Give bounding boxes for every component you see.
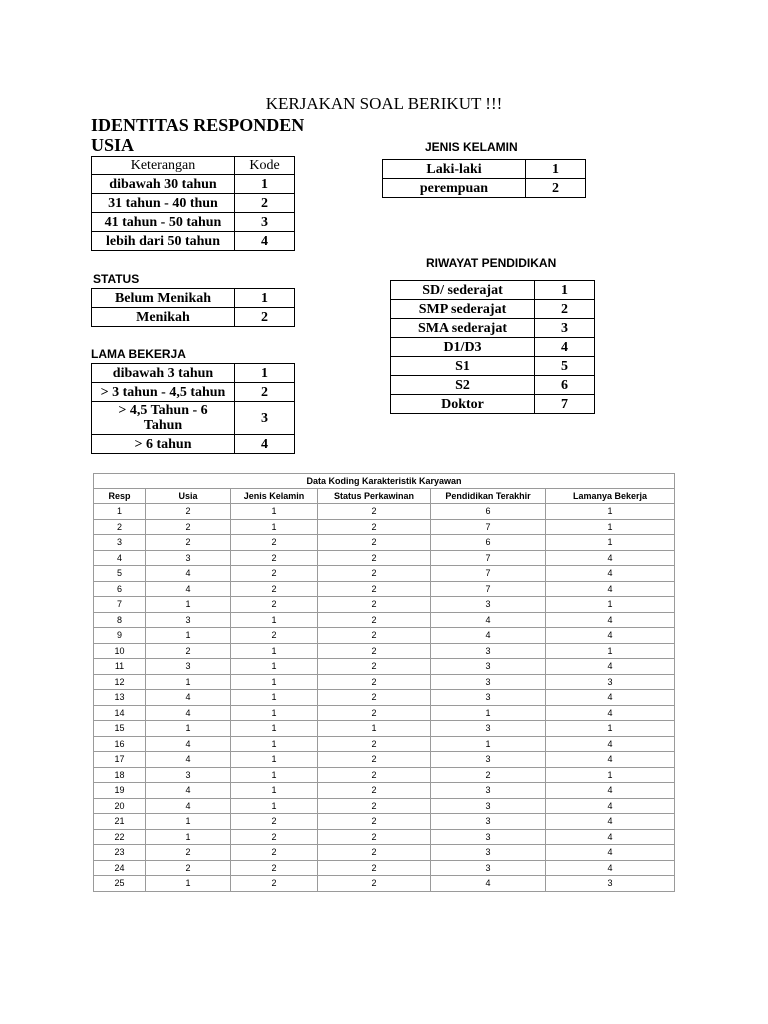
- usia-label: USIA: [91, 135, 135, 155]
- cell-jenis-kelamin: 1: [231, 519, 318, 535]
- cell-usia: 4: [146, 798, 231, 814]
- table-row: [94, 612, 675, 628]
- usia-kode: 2: [235, 194, 295, 213]
- lama-ket: > 6 tahun: [92, 435, 235, 454]
- riwayat-pendidikan-label: RIWAYAT PENDIDIKAN: [426, 256, 557, 270]
- cell-pendidikan-terakhir: 3: [431, 674, 546, 690]
- cell-resp: 12: [94, 674, 146, 690]
- jenis-kelamin-table: [382, 159, 586, 198]
- cell-lamanya-bekerja: 4: [546, 860, 675, 876]
- cell-usia: 3: [146, 767, 231, 783]
- cell-resp: 15: [94, 721, 146, 737]
- cell-jenis-kelamin: 1: [231, 736, 318, 752]
- table-row: [94, 643, 675, 659]
- status-label: STATUS: [93, 272, 140, 286]
- cell-lamanya-bekerja: 4: [546, 705, 675, 721]
- cell-resp: 3: [94, 535, 146, 551]
- cell-status-perkawinan: 2: [318, 845, 431, 861]
- pend-ket: S1: [391, 357, 535, 376]
- cell-lamanya-bekerja: 4: [546, 829, 675, 845]
- cell-pendidikan-terakhir: 4: [431, 876, 546, 892]
- status-kode: 2: [235, 308, 295, 327]
- cell-resp: 20: [94, 798, 146, 814]
- pend-ket: D1/D3: [391, 338, 535, 357]
- lama-bekerja-label: LAMA BEKERJA: [91, 347, 186, 361]
- status-ket: Belum Menikah: [92, 289, 235, 308]
- cell-usia: 4: [146, 736, 231, 752]
- cell-usia: 2: [146, 845, 231, 861]
- table-row: [94, 690, 675, 706]
- pend-kode: 6: [535, 376, 595, 395]
- riwayat-pendidikan-table: [390, 280, 595, 414]
- cell-pendidikan-terakhir: 7: [431, 581, 546, 597]
- cell-lamanya-bekerja: 4: [546, 845, 675, 861]
- table-row: [94, 550, 675, 566]
- cell-resp: 17: [94, 752, 146, 768]
- cell-status-perkawinan: 2: [318, 659, 431, 675]
- cell-usia: 1: [146, 597, 231, 613]
- cell-usia: 1: [146, 814, 231, 830]
- cell-resp: 21: [94, 814, 146, 830]
- status-table: [91, 288, 295, 327]
- cell-jenis-kelamin: 1: [231, 798, 318, 814]
- cell-pendidikan-terakhir: 7: [431, 566, 546, 582]
- cell-resp: 25: [94, 876, 146, 892]
- pend-ket: S2: [391, 376, 535, 395]
- cell-usia: 1: [146, 674, 231, 690]
- cell-pendidikan-terakhir: 3: [431, 860, 546, 876]
- cell-jenis-kelamin: 2: [231, 550, 318, 566]
- cell-usia: 1: [146, 628, 231, 644]
- pend-ket: Doktor: [391, 395, 535, 414]
- usia-ket: 31 tahun - 40 thun: [92, 194, 235, 213]
- table-row: [94, 659, 675, 675]
- pend-kode: 7: [535, 395, 595, 414]
- table-row: [94, 829, 675, 845]
- cell-jenis-kelamin: 2: [231, 535, 318, 551]
- cell-status-perkawinan: 2: [318, 581, 431, 597]
- page-title: KERJAKAN SOAL BERIKUT !!!: [265, 94, 503, 113]
- cell-status-perkawinan: 2: [318, 535, 431, 551]
- cell-jenis-kelamin: 2: [231, 566, 318, 582]
- cell-jenis-kelamin: 1: [231, 721, 318, 737]
- cell-jenis-kelamin: 1: [231, 674, 318, 690]
- cell-resp: 16: [94, 736, 146, 752]
- usia-header-kode: Kode: [235, 157, 295, 175]
- cell-usia: 2: [146, 860, 231, 876]
- cell-jenis-kelamin: 1: [231, 783, 318, 799]
- table-row: [94, 597, 675, 613]
- table-row: [94, 860, 675, 876]
- pend-kode: 3: [535, 319, 595, 338]
- cell-lamanya-bekerja: 1: [546, 535, 675, 551]
- cell-lamanya-bekerja: 4: [546, 752, 675, 768]
- table-row: [94, 736, 675, 752]
- cell-jenis-kelamin: 1: [231, 690, 318, 706]
- cell-resp: 13: [94, 690, 146, 706]
- cell-jenis-kelamin: 2: [231, 581, 318, 597]
- cell-usia: 4: [146, 752, 231, 768]
- pend-kode: 1: [535, 281, 595, 300]
- cell-pendidikan-terakhir: 3: [431, 643, 546, 659]
- pend-kode: 5: [535, 357, 595, 376]
- cell-lamanya-bekerja: 4: [546, 581, 675, 597]
- cell-pendidikan-terakhir: 3: [431, 845, 546, 861]
- pend-ket: SMP sederajat: [391, 300, 535, 319]
- col-header-lamanya-bekerja: Lamanya Bekerja: [546, 489, 675, 504]
- cell-jenis-kelamin: 2: [231, 845, 318, 861]
- table-row: [94, 519, 675, 535]
- cell-jenis-kelamin: 1: [231, 659, 318, 675]
- cell-resp: 5: [94, 566, 146, 582]
- cell-lamanya-bekerja: 3: [546, 674, 675, 690]
- table-row: [94, 504, 675, 520]
- cell-status-perkawinan: 2: [318, 628, 431, 644]
- cell-pendidikan-terakhir: 2: [431, 767, 546, 783]
- cell-usia: 3: [146, 612, 231, 628]
- section-heading: IDENTITAS RESPONDEN: [91, 115, 305, 135]
- cell-resp: 1: [94, 504, 146, 520]
- table-row: [94, 705, 675, 721]
- lama-kode: 4: [235, 435, 295, 454]
- data-coding-table: [93, 473, 675, 892]
- cell-status-perkawinan: 2: [318, 597, 431, 613]
- cell-usia: 3: [146, 659, 231, 675]
- cell-status-perkawinan: 2: [318, 783, 431, 799]
- cell-usia: 2: [146, 535, 231, 551]
- lama-kode: 3: [235, 402, 295, 435]
- col-header-resp: Resp: [94, 489, 146, 504]
- usia-table: [91, 156, 295, 251]
- cell-usia: 2: [146, 519, 231, 535]
- table-row: [94, 845, 675, 861]
- cell-jenis-kelamin: 1: [231, 504, 318, 520]
- table-row: [94, 581, 675, 597]
- cell-usia: 4: [146, 705, 231, 721]
- cell-status-perkawinan: 2: [318, 876, 431, 892]
- cell-usia: 2: [146, 504, 231, 520]
- table-row: [94, 752, 675, 768]
- cell-pendidikan-terakhir: 1: [431, 705, 546, 721]
- cell-status-perkawinan: 2: [318, 612, 431, 628]
- cell-status-perkawinan: 2: [318, 566, 431, 582]
- usia-kode: 3: [235, 213, 295, 232]
- cell-pendidikan-terakhir: 3: [431, 690, 546, 706]
- status-ket: Menikah: [92, 308, 235, 327]
- cell-resp: 2: [94, 519, 146, 535]
- cell-lamanya-bekerja: 4: [546, 798, 675, 814]
- cell-jenis-kelamin: 1: [231, 767, 318, 783]
- cell-lamanya-bekerja: 4: [546, 659, 675, 675]
- lama-bekerja-table: [91, 363, 295, 454]
- cell-pendidikan-terakhir: 7: [431, 519, 546, 535]
- cell-resp: 19: [94, 783, 146, 799]
- cell-resp: 9: [94, 628, 146, 644]
- cell-pendidikan-terakhir: 3: [431, 829, 546, 845]
- cell-jenis-kelamin: 1: [231, 752, 318, 768]
- cell-jenis-kelamin: 2: [231, 597, 318, 613]
- data-table-title: Data Koding Karakteristik Karyawan: [94, 474, 675, 489]
- pend-kode: 4: [535, 338, 595, 357]
- cell-resp: 4: [94, 550, 146, 566]
- cell-pendidikan-terakhir: 3: [431, 783, 546, 799]
- col-header-jenis-kelamin: Jenis Kelamin: [231, 489, 318, 504]
- cell-resp: 22: [94, 829, 146, 845]
- cell-status-perkawinan: 2: [318, 550, 431, 566]
- cell-pendidikan-terakhir: 1: [431, 736, 546, 752]
- cell-resp: 14: [94, 705, 146, 721]
- cell-jenis-kelamin: 1: [231, 643, 318, 659]
- cell-usia: 1: [146, 876, 231, 892]
- cell-resp: 23: [94, 845, 146, 861]
- cell-jenis-kelamin: 1: [231, 705, 318, 721]
- usia-ket: lebih dari 50 tahun: [92, 232, 235, 251]
- cell-pendidikan-terakhir: 3: [431, 597, 546, 613]
- cell-lamanya-bekerja: 1: [546, 504, 675, 520]
- cell-resp: 11: [94, 659, 146, 675]
- cell-status-perkawinan: 2: [318, 504, 431, 520]
- cell-pendidikan-terakhir: 3: [431, 659, 546, 675]
- data-table-body: [94, 504, 675, 892]
- cell-usia: 4: [146, 783, 231, 799]
- cell-lamanya-bekerja: 4: [546, 814, 675, 830]
- cell-lamanya-bekerja: 4: [546, 690, 675, 706]
- usia-ket: dibawah 30 tahun: [92, 175, 235, 194]
- cell-lamanya-bekerja: 4: [546, 628, 675, 644]
- cell-pendidikan-terakhir: 6: [431, 504, 546, 520]
- pend-ket: SD/ sederajat: [391, 281, 535, 300]
- cell-usia: 4: [146, 690, 231, 706]
- cell-jenis-kelamin: 1: [231, 612, 318, 628]
- table-row: [94, 876, 675, 892]
- cell-resp: 8: [94, 612, 146, 628]
- table-row: [94, 628, 675, 644]
- cell-lamanya-bekerja: 1: [546, 643, 675, 659]
- cell-usia: 4: [146, 581, 231, 597]
- table-row: [94, 721, 675, 737]
- pend-kode: 2: [535, 300, 595, 319]
- table-row: [94, 566, 675, 582]
- table-row: [94, 798, 675, 814]
- jk-kode: 2: [526, 179, 586, 198]
- cell-pendidikan-terakhir: 3: [431, 721, 546, 737]
- cell-lamanya-bekerja: 4: [546, 783, 675, 799]
- cell-pendidikan-terakhir: 4: [431, 612, 546, 628]
- cell-lamanya-bekerja: 4: [546, 566, 675, 582]
- lama-ket: > 4,5 Tahun - 6 Tahun: [92, 402, 235, 435]
- usia-ket: 41 tahun - 50 tahun: [92, 213, 235, 232]
- cell-pendidikan-terakhir: 3: [431, 752, 546, 768]
- cell-resp: 7: [94, 597, 146, 613]
- cell-lamanya-bekerja: 1: [546, 721, 675, 737]
- jk-ket: Laki-laki: [383, 160, 526, 179]
- cell-status-perkawinan: 2: [318, 736, 431, 752]
- table-row: [94, 535, 675, 551]
- cell-status-perkawinan: 2: [318, 814, 431, 830]
- cell-usia: 3: [146, 550, 231, 566]
- usia-kode: 4: [235, 232, 295, 251]
- cell-status-perkawinan: 2: [318, 798, 431, 814]
- cell-status-perkawinan: 2: [318, 519, 431, 535]
- cell-resp: 18: [94, 767, 146, 783]
- cell-status-perkawinan: 2: [318, 705, 431, 721]
- cell-lamanya-bekerja: 1: [546, 519, 675, 535]
- cell-usia: 4: [146, 566, 231, 582]
- lama-ket: > 3 tahun - 4,5 tahun: [92, 383, 235, 402]
- col-header-usia: Usia: [146, 489, 231, 504]
- cell-status-perkawinan: 2: [318, 860, 431, 876]
- cell-usia: 1: [146, 829, 231, 845]
- table-row: [94, 767, 675, 783]
- cell-lamanya-bekerja: 3: [546, 876, 675, 892]
- cell-resp: 6: [94, 581, 146, 597]
- col-header-status-perkawinan: Status Perkawinan: [318, 489, 431, 504]
- cell-jenis-kelamin: 2: [231, 814, 318, 830]
- cell-status-perkawinan: 2: [318, 690, 431, 706]
- cell-status-perkawinan: 2: [318, 752, 431, 768]
- col-header-pendidikan-terakhir: Pendidikan Terakhir: [431, 489, 546, 504]
- table-row: [94, 814, 675, 830]
- cell-pendidikan-terakhir: 4: [431, 628, 546, 644]
- table-row: [94, 783, 675, 799]
- cell-usia: 1: [146, 721, 231, 737]
- cell-usia: 2: [146, 643, 231, 659]
- cell-lamanya-bekerja: 1: [546, 767, 675, 783]
- cell-pendidikan-terakhir: 6: [431, 535, 546, 551]
- cell-resp: 24: [94, 860, 146, 876]
- cell-pendidikan-terakhir: 3: [431, 798, 546, 814]
- cell-lamanya-bekerja: 4: [546, 612, 675, 628]
- cell-status-perkawinan: 2: [318, 767, 431, 783]
- cell-lamanya-bekerja: 4: [546, 550, 675, 566]
- lama-kode: 1: [235, 364, 295, 383]
- cell-status-perkawinan: 2: [318, 674, 431, 690]
- status-kode: 1: [235, 289, 295, 308]
- lama-kode: 2: [235, 383, 295, 402]
- cell-pendidikan-terakhir: 3: [431, 814, 546, 830]
- cell-resp: 10: [94, 643, 146, 659]
- cell-lamanya-bekerja: 4: [546, 736, 675, 752]
- cell-lamanya-bekerja: 1: [546, 597, 675, 613]
- usia-kode: 1: [235, 175, 295, 194]
- jk-kode: 1: [526, 160, 586, 179]
- lama-ket: dibawah 3 tahun: [92, 364, 235, 383]
- cell-pendidikan-terakhir: 7: [431, 550, 546, 566]
- cell-jenis-kelamin: 2: [231, 876, 318, 892]
- usia-header-keterangan: Keterangan: [92, 157, 235, 175]
- pend-ket: SMA sederajat: [391, 319, 535, 338]
- cell-status-perkawinan: 1: [318, 721, 431, 737]
- table-row: [94, 674, 675, 690]
- cell-jenis-kelamin: 2: [231, 860, 318, 876]
- cell-jenis-kelamin: 2: [231, 628, 318, 644]
- jk-ket: perempuan: [383, 179, 526, 198]
- cell-status-perkawinan: 2: [318, 829, 431, 845]
- cell-jenis-kelamin: 2: [231, 829, 318, 845]
- jenis-kelamin-label: JENIS KELAMIN: [425, 140, 518, 154]
- cell-status-perkawinan: 2: [318, 643, 431, 659]
